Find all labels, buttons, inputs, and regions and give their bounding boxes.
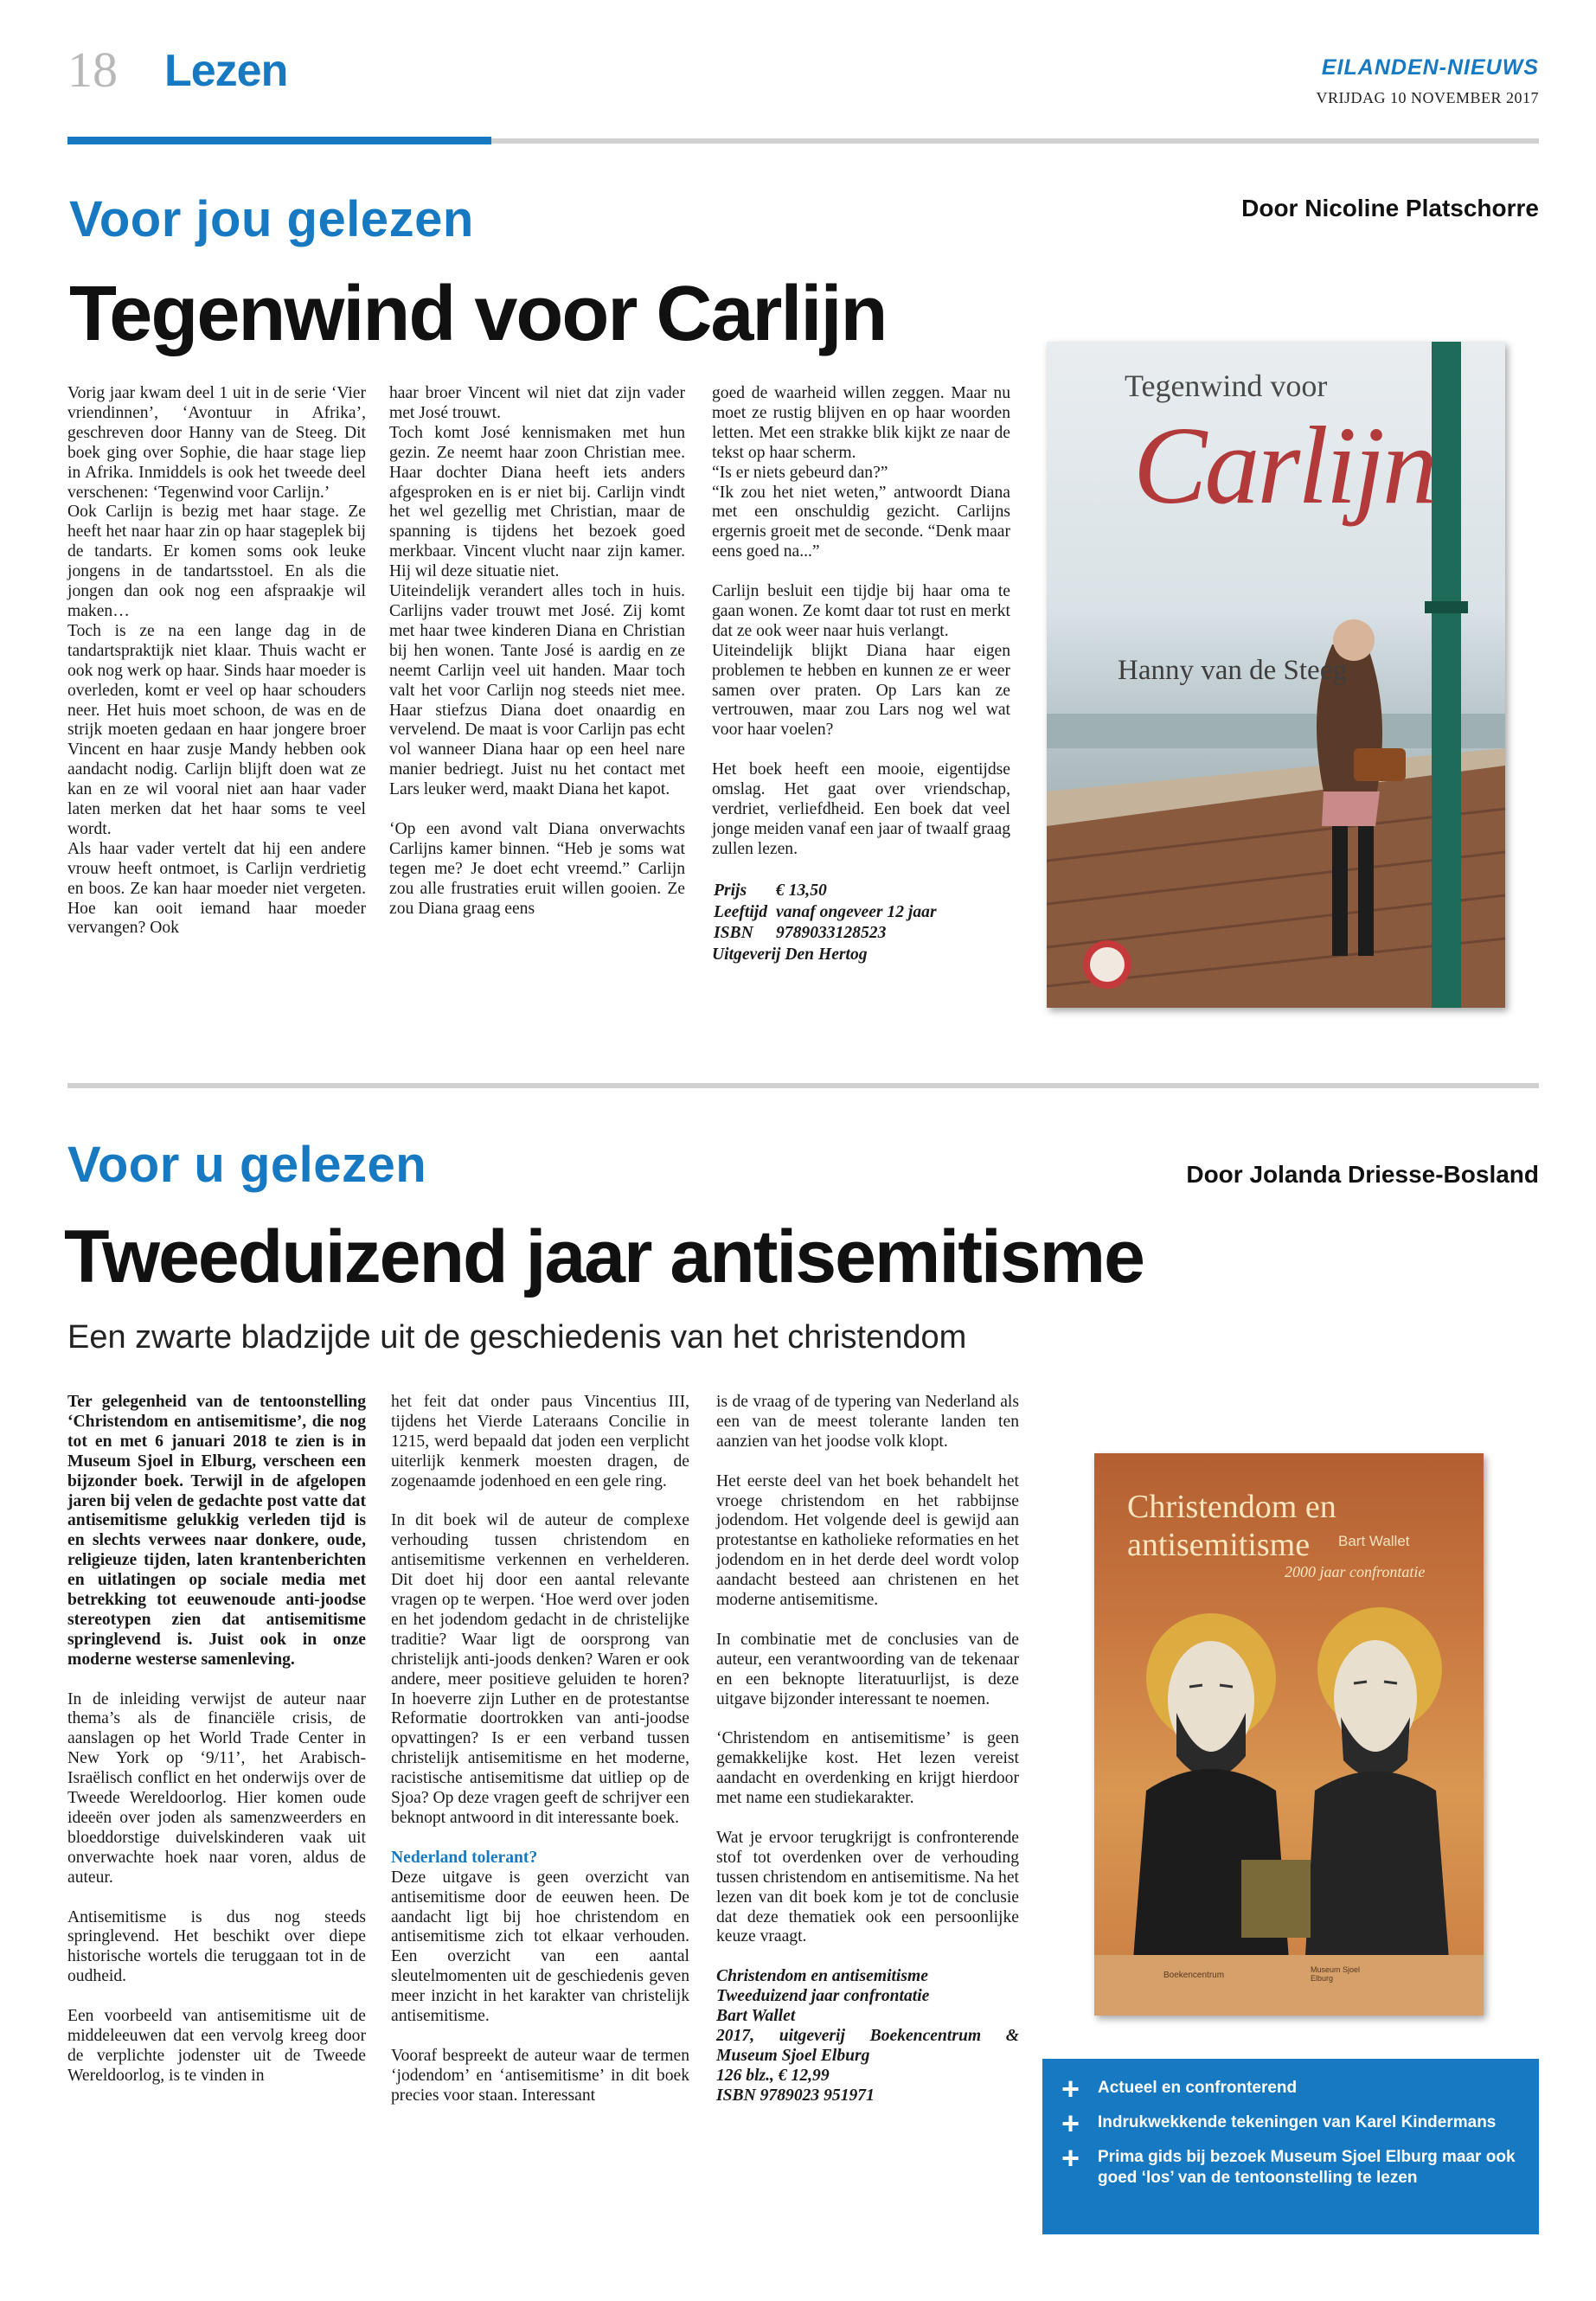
fact-key: ISBN — [714, 924, 753, 943]
summary-item — [1061, 2106, 1523, 2141]
crosshead: Nederland tolerant? — [391, 1848, 538, 1867]
article1-kicker: Voor jou gelezen — [69, 191, 474, 247]
fact-value: vanaf ongeveer 12 jaar — [776, 902, 937, 921]
cover-publisher: Boekencentrum — [1163, 1971, 1225, 1980]
summary-item — [1061, 2140, 1523, 2189]
book-meta-line: ISBN 9789023 951971 — [716, 2086, 875, 2105]
article2-column-1 — [67, 1393, 366, 2086]
fact-value: € 13,50 — [776, 881, 827, 900]
article1-column-3 — [712, 384, 1010, 965]
article1-byline: Door Nicoline Platschorre — [1241, 195, 1539, 221]
header-rule-accent — [67, 137, 491, 144]
plus-icon: + — [1061, 2140, 1080, 2176]
article2-column-3 — [716, 1393, 1019, 2106]
book-meta-line: 126 blz., € 12,99 — [716, 2066, 830, 2085]
article1-headline: Tegenwind voor Carlijn — [69, 271, 887, 357]
book-cover-christendom — [1094, 1453, 1484, 2016]
masthead-logo: EILANDEN-NIEUWS — [1321, 55, 1539, 80]
paragraph: is de vraag of de typering van Nederland als een van de meest tolerante landen ten aanzien van het joodse volk klopt. — [716, 1393, 1019, 1451]
paragraph: “Is er niets gebeurd dan?” — [712, 463, 888, 482]
paragraph: Uiteindelijk blijkt Diana haar eigen problemen te hebben en kunnen ze er weer samen over praten. Op Lars kan ze vertrouwen, maar zou Lars nog wel wat voor haar voelen? — [712, 641, 1010, 740]
book-meta-line: Christendom en antisemitisme — [716, 1967, 928, 1986]
plus-icon: + — [1061, 2106, 1080, 2141]
paragraph: ‘Christendom en antisemitisme’ is geen gemakkelijke kost. Het lezen vereist aandacht en overdenking en krijgt hierdoor met name een studiekarakter. — [716, 1729, 1019, 1808]
paragraph: Antisemitisme is dus nog steeds springlevend. Het beschikt over diepe historische wortels die teruggaan tot in de oudheid. — [67, 1907, 366, 1986]
fact-key: Prijs — [714, 881, 747, 900]
cover-author: Hanny van de Steeg — [1118, 655, 1347, 686]
paragraph: Wat je ervoor terugkrijgt is confronterende stof tot overdenken over de verhouding tussen christendom en antisemitisme. Na het lezen van dit boek kom je tot de conclusie dat deze thematiek ook een persoonlijke keuze vraagt. — [716, 1828, 1019, 1946]
section-title: Lezen — [164, 46, 288, 96]
article1-column-1 — [67, 384, 366, 939]
cover-author: Bart Wallet — [1338, 1533, 1410, 1549]
header-rule — [491, 138, 1539, 144]
publication-date: VRIJDAG 10 NOVEMBER 2017 — [1316, 89, 1539, 106]
paragraph: “Ik zou het niet weten,” antwoordt Diana met een onschuldig gezicht. Carlijns ergernis groeit met de seconde. “Denk maar eens goed na...” — [712, 483, 1010, 561]
fact-row — [714, 903, 937, 923]
paragraph: haar broer Vincent wil niet dat zijn vader met José trouwt. — [389, 384, 685, 422]
paragraph: In dit boek wil de auteur de complexe verhouding tussen christendom en antisemitisme verkennen en verhelderen. Dit doet hij door een aantal relevante vragen op te werpen. ‘Hoe werd over joden en het jodendom gedacht in de christelijke traditie? Waar ligt de oorsprong van christelijk anti-joods denken? Waren er ook andere, meer positieve geluiden te horen? In hoeverre zijn Luther en de protestantse Reformatie doortrokken van anti-joodse opvattingen? Is er een verband tussen christelijk antisemitisme en het moderne, racistische antisemitisme dat uitliep op de Sjoa? Op deze vragen geeft de schrijver een beknopt antwoord in dit interessante boek. — [391, 1511, 689, 1828]
article2-byline: Door Jolanda Driesse-Bosland — [1186, 1161, 1539, 1188]
paragraph: ‘Op een avond valt Diana onverwachts Carlijns kamer binnen. “Heb je soms wat tegen me? Je doet echt vreemd.” Carlijn zou alle frustraties eruit willen gooien. Ze zou Diana graag eens — [389, 819, 685, 918]
paragraph: goed de waarheid willen zeggen. Maar nu moet ze rustig blijven en op haar woorden letten. Met een strakke blik kijkt ze naar de tekst op haar scherm. — [712, 384, 1010, 462]
fact-row — [714, 881, 937, 901]
article2-kicker: Voor u gelezen — [67, 1137, 427, 1193]
summary-item — [1061, 2071, 1523, 2106]
cover-subtitle: 2000 jaar confrontatie — [1285, 1563, 1426, 1580]
summary-text: Indrukwekkende tekeningen van Karel Kindermans — [1098, 2113, 1497, 2131]
paragraph: Deze uitgave is geen overzicht van antisemitisme door de eeuwen heen. De aandacht ligt bij hoe christendom en antisemitisme zich tot elkaar verhouden. Een overzicht van een aantal sleutelmomenten uit de geschiedenis geven meer inzicht in het karakter van christelijk antisemitisme. — [391, 1868, 689, 2026]
article2-subhead: Een zwarte bladzijde uit de geschiedenis van het christendom — [67, 1319, 967, 1356]
paragraph: Vooraf bespreekt de auteur waar de termen ‘jodendom’ en ‘antisemitisme’ in dit boek precies voor staan. Interessant — [391, 2046, 689, 2105]
paragraph: Uiteindelijk verandert alles toch in huis. Carlijns vader trouwt met José. Zij komt met haar twee kinderen Diana en Christian bij hen wonen. Tante José is aardig en ze neemt Carlijn veel uit handen. Maar toch valt het voor Carlijn nog steeds niet mee. Haar stiefzus Diana doet onaardig en vervelend. De maat is voor Carlijn pas echt vol wanneer Diana haar op een heel nare manier bedriegt. Juist nu het contact met Lars leuker werd, maakt Diana het kapot. — [389, 582, 685, 799]
publisher: Uitgeverij Den Hertog — [712, 945, 868, 965]
paragraph: Vorig jaar kwam deel 1 uit in de serie ‘Vier vriendinnen’, ‘Avontuur in Afrika’, geschreven door Hanny van de Steeg. Dit boek ging over Sophie, die haar stage liep in Afrika. Inmiddels is ook het tweede deel verschenen: ‘Tegenwind voor Carlijn.’ — [67, 384, 366, 502]
paragraph: Toch is ze na een lange dag in de tandartspraktijk niet klaar. Thuis wacht er ook nog werk op haar. Sinds haar moeder is overleden, komt er veel op haar schouders neer. Het huis moet schoon, de was en de strijk moeten gedaan en haar jongere broer Vincent en haar zusje Mandy hebben ook aandacht nodig. Carlijn blijft doen wat ze kan en ze wil vooral niet aan haar vader laten merken dat het haar soms te veel wordt. — [67, 621, 366, 838]
article1-column-2 — [389, 384, 685, 919]
lead-paragraph: Ter gelegenheid van de tentoonstelling ‘Christendom en antisemitisme’, die nog tot en met 6 januari 2018 te zien is in Museum Sjoel in Elburg, verscheen een bijzonder boek. Terwijl in de afgelopen jaren bij velen de gedachte post vatte dat antisemitisme gelukkig verleden tijd is en slechts verwees naar donkere, oude, religieuze tijden, laten krantenberichten en uitlatingen op sociale media met betrekking tot eeuwenoude anti-joodse stereotypen zien dat antisemitisme springlevend is. Juist ook in onze moderne westerse samenleving. — [67, 1393, 366, 1669]
paragraph: In de inleiding verwijst de auteur naar thema’s als de financiële crisis, de aanslagen op het World Trade Center in New York op ‘9/11’, het Arabisch-Israëlisch conflict en het onderwijs over de Tweede Wereldoorlog. Hier komen oude ideeën over joden als samenzweerders en bloeddorstige duivelskinderen vaak uit onverwachte hoek naar voren, aldus de auteur. — [67, 1689, 366, 1887]
paragraph: Carlijn besluit een tijdje bij haar oma te gaan wonen. Ze komt daar tot rust en merkt dat ze ook weer naar huis verlangt. — [712, 582, 1010, 640]
plus-icon: + — [1061, 2071, 1080, 2106]
cover-title: Carlijn — [1133, 404, 1435, 527]
book-meta-line: Tweeduizend jaar confrontatie — [716, 1987, 930, 2006]
fact-value: 9789033128523 — [776, 924, 887, 943]
article2-column-2 — [391, 1393, 689, 2106]
page-number: 18 — [67, 42, 118, 98]
paragraph: Als haar vader vertelt dat hij een andere vrouw heeft ontmoet, is Carlijn verdrietig en boos. Ze kan haar moeder niet vergeten. Hoe kan ooit iemand haar moeder vervangen? Ook — [67, 839, 366, 938]
cover-museum-logo: Museum Sjoel Elburg — [1311, 1965, 1361, 1983]
summary-box — [1042, 2059, 1539, 2234]
cover-title-top: Tegenwind voor — [1125, 369, 1328, 403]
paragraph: het feit dat onder paus Vincentius III, tijdens het Vierde Lateraans Concilie in 1215, werd bepaald dat joden een verplicht uiterlijk kenmerk moesten dragen, de zogenaamde jodenhoed en een gele ring. — [391, 1393, 689, 1490]
article-divider — [67, 1083, 1539, 1088]
paragraph: Het eerste deel van het boek behandelt het vroege christendom en het rabbijnse jodendom. Het volgende deel is gewijd aan protestantse en katholieke reformaties en het jodendom en in het derde deel wordt volop aandacht besteed aan christenen en het moderne antisemitisme. — [716, 1471, 1019, 1610]
book-facts — [712, 880, 939, 946]
paragraph: Toch komt José kennismaken met hun gezin. Ze neemt haar zoon Christian mee. Haar dochter Diana heeft iets anders afgesproken en is er niet bij. Carlijn vindt het wel gezellig met Christian, maar de spanning is tijdens het bezoek goed merkbaar. Vincent vlucht naar zijn kamer. Hij wil deze situatie niet. — [389, 423, 685, 581]
book-cover-carlijn — [1047, 342, 1505, 1008]
cover-title: Christendom en antisemitisme — [1127, 1489, 1336, 1563]
book-meta-line: Bart Wallet — [716, 2007, 796, 2026]
fact-row — [714, 924, 937, 944]
paragraph: Een voorbeeld van antisemitisme uit de middeleeuwen dat een vervolg kreeg door de verplichte jodenster uit de Tweede Wereldoorlog, is te vinden in — [67, 2007, 366, 2085]
paragraph: In combinatie met de conclusies van de auteur, een verantwoording van de tekenaar en een beknopte literatuurlijst, is deze uitgave bijzonder interessant te noemen. — [716, 1630, 1019, 1708]
paragraph: Het boek heeft een mooie, eigentijdse omslag. Het gaat over vriendschap, verdriet, verliefdheid. Een boek dat veel jonge meiden vanaf een jaar of twaalf graag zullen lezen. — [712, 760, 1010, 858]
paragraph: Ook Carlijn is bezig met haar stage. Ze heeft het naar haar zin op haar stageplek bij de tandarts. Er komen soms ook leuke jongens in de tandartsstoel. En als die jongen dan ook nog een afspraakje wil maken… — [67, 503, 366, 620]
book-meta-line: 2017, uitgeverij Boekencentrum & Museum Sjoel Elburg — [716, 2026, 1019, 2065]
book-meta — [716, 1967, 1019, 2106]
summary-text: Actueel en confronterend — [1098, 2079, 1298, 2097]
summary-text: Prima gids bij bezoek Museum Sjoel Elburg maar ook goed ‘los’ van de tentoonstelling te lezen — [1098, 2148, 1516, 2187]
fact-key: Leeftijd — [714, 902, 768, 921]
article2-headline: Tweeduizend jaar antisemitisme — [64, 1215, 1144, 1298]
